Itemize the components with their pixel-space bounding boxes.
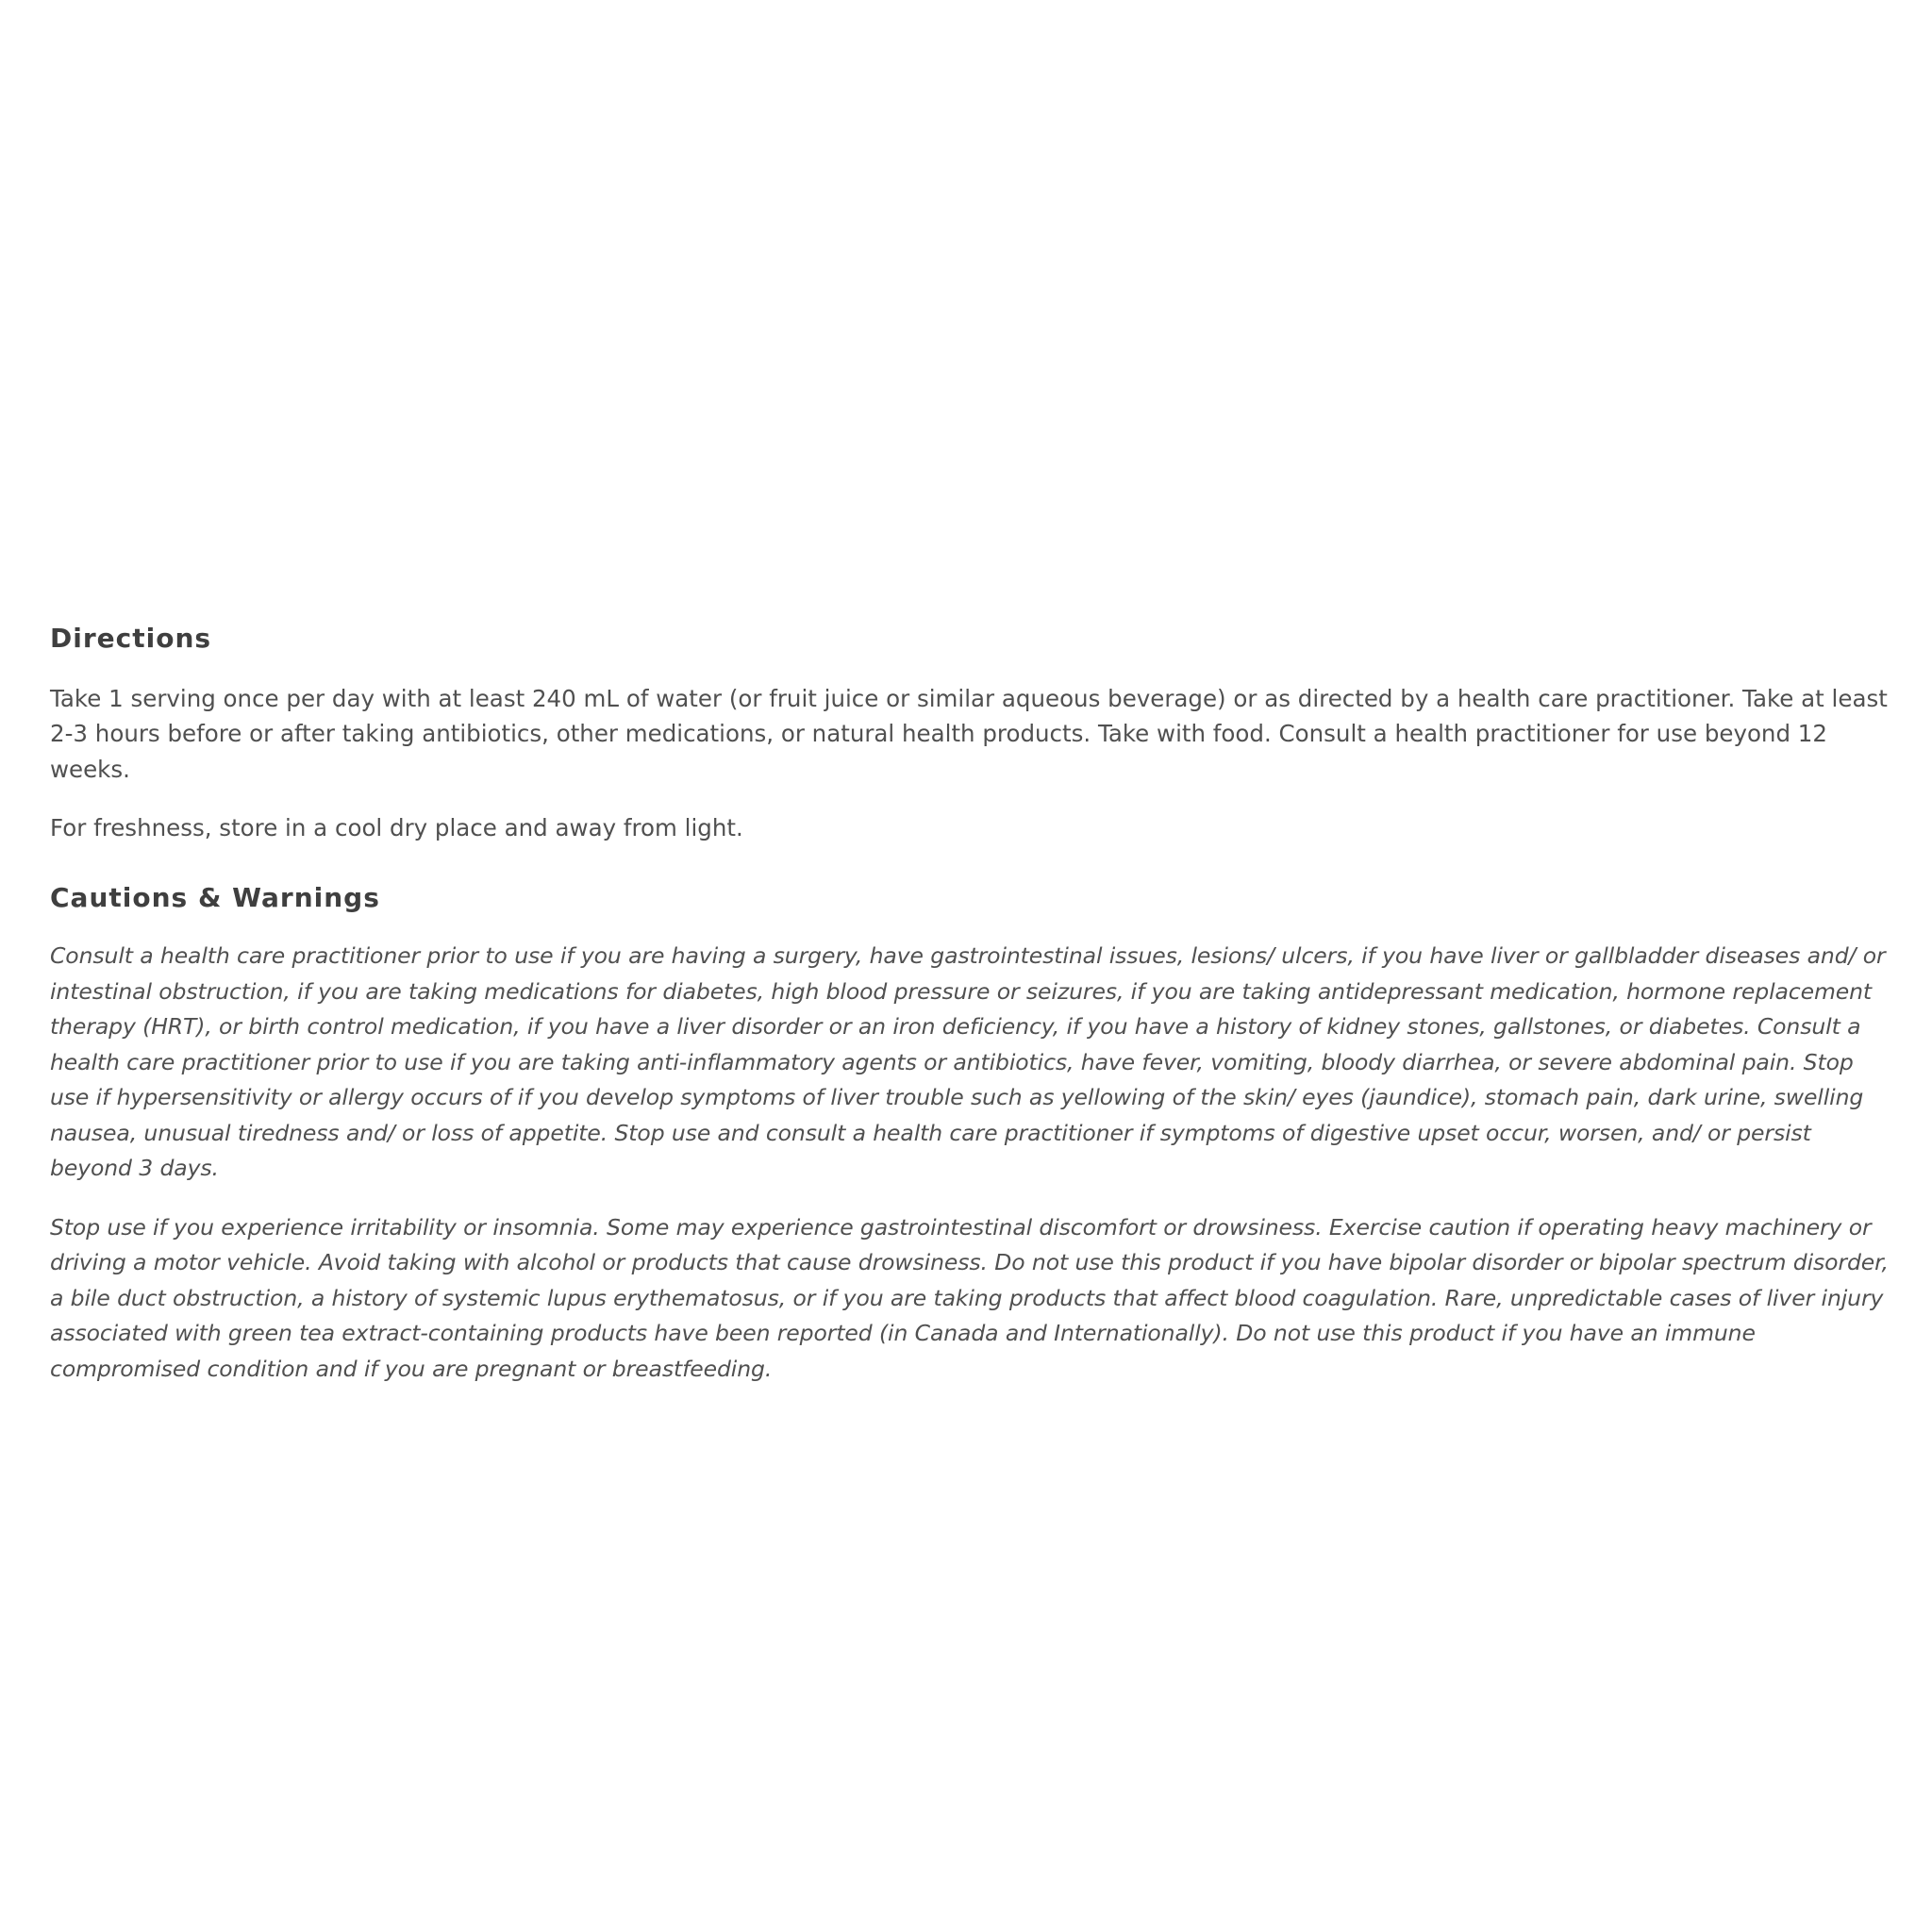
cautions-heading: Cautions & Warnings [50,881,380,913]
storage-paragraph: For freshness, store in a cool dry place and away from light. [50,814,743,842]
cautions-section [50,882,1899,1388]
directions-heading: Directions [50,623,212,654]
directions-paragraph: Take 1 serving once per day with at least 240 mL of water (or fruit juice or similar aqueous beverage) or as directed by a health care practitioner. Take at least 2-3 hours before or after taking antibiotics, other medications, or natural health products. Take with food. Consult a health practitioner for use beyond 12 weeks. [50,684,1888,783]
product-info-content [50,623,1899,1387]
cautions-paragraph: Consult a health care practitioner prior to use if you are having a surgery, have gastrointestinal issues, lesions/ ulcers, if you have liver or gallbladder diseases and/ or intestinal obstruction, if you are taking medications for diabetes, high blood pressure or seizures, if you are taking antidepressant medication, hormone replacement therapy (HRT), or birth control medication, if you have a liver disorder or an iron deficiency, if you have a history of kidney stones, gallstones, or diabetes. Consult a health care practitioner prior to use if you are taking anti-inflammatory agents or antibiotics, have fever, vomiting, bloody diarrhea, or severe abdominal pain. Stop use if hypersensitivity or allergy occurs of if you develop symptoms of liver trouble such as yellowing of the skin/ eyes (jaundice), stomach pain, dark urine, swelling nausea, unusual tiredness and/ or loss of appetite. Stop use and consult a health care practitioner if symptoms of digestive upset occur, worsen, and/ or persist beyond 3 days. [50,942,1886,1182]
directions-section [50,623,1899,846]
warnings-paragraph: Stop use if you experience irritability or insomnia. Some may experience gastrointestinal discomfort or drowsiness. Exercise caution if operating heavy machinery or driving a motor vehicle. Avoid taking with alcohol or products that cause drowsiness. Do not use this product if you have bipolar disorder or bipolar spectrum disorder, a bile duct obstruction, a history of systemic lupus erythematosus, or if you are taking products that affect blood coagulation. Rare, unpredictable cases of liver injury associated with green tea extract-containing products have been reported (in Canada and Internationally). Do not use this product if you have an immune compromised condition and if you are pregnant or breastfeeding. [50,1213,1889,1382]
